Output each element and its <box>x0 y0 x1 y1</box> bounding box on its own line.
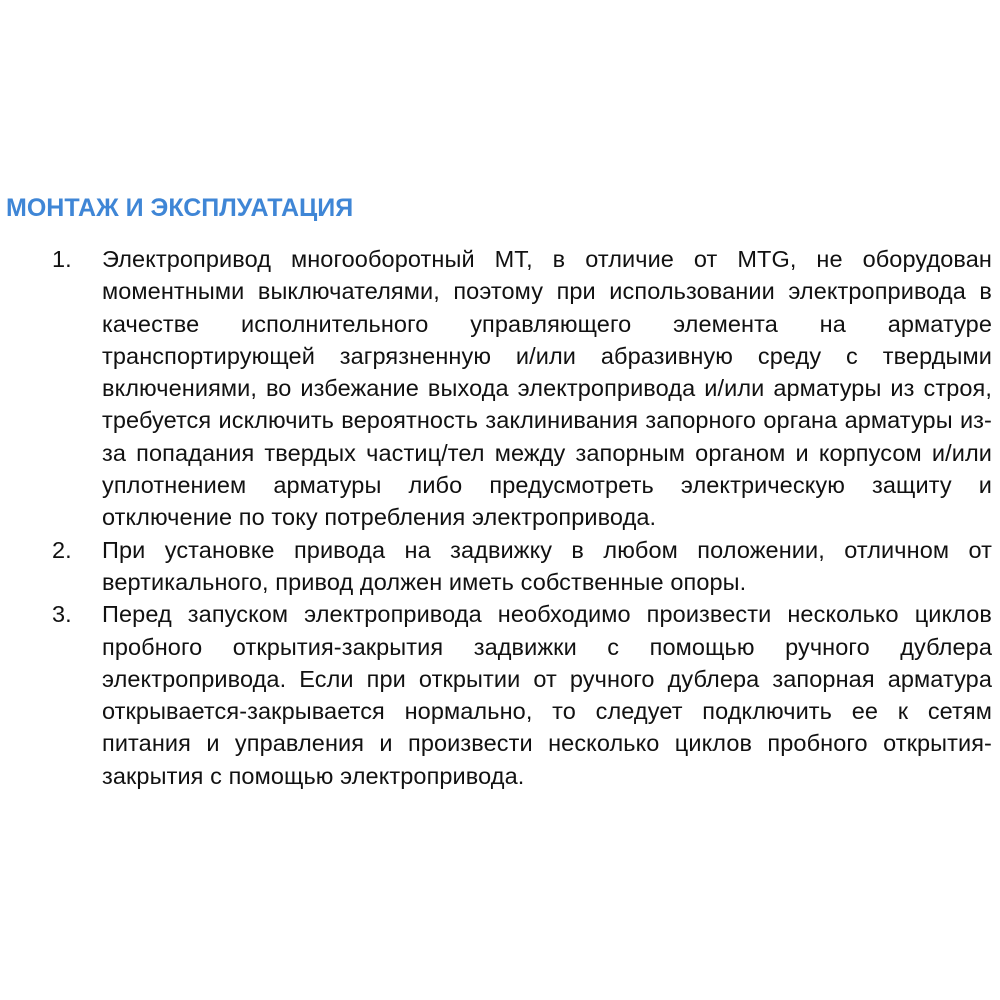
list-item-text: Электропривод многооборотный МТ, в отличие от MTG, не оборудован моментными выключателями, поэтому при использовании электропривода в качестве исполнительного управляющего элемента на арматуре транспортирующей загрязненную и/или абразивную среду с твердыми включениями, во избежание выхода электропривода и/или арматуры из строя, требуется исключить вероятность заклинивания запорного органа арматуры из-за попадания твердых частиц/тел между запорным органом и корпусом и/или уплотнением арматуры либо предусмотреть электрическую защиту и отключение по току потребления электропривода. <box>102 246 992 531</box>
list-item-number: 3. <box>52 601 72 628</box>
list-item <box>0 243 1000 534</box>
list-item <box>0 598 1000 792</box>
list-item-number: 1. <box>52 246 72 272</box>
list-item-number: 2. <box>52 536 72 563</box>
list-item-text: Перед запуском электропривода необходимо произвести несколько циклов пробного открытия-закрытия задвижки с помощью ручного дублера электропривода. Если при открытии от ручного дублера запорная арматура открывается-закрывается нормально, то следует подключить ее к сетям питания и управления и произвести несколько циклов пробного открытия-закрытия с помощью электропривода. <box>102 601 992 789</box>
section-title: МОНТАЖ И ЭКСПЛУАТАЦИЯ <box>6 194 354 222</box>
instructions-list <box>0 243 1000 792</box>
list-item <box>0 534 1000 599</box>
list-item-text: При установке привода на задвижку в любом положении, отличном от вертикального, привод должен иметь собственные опоры. <box>102 536 992 595</box>
